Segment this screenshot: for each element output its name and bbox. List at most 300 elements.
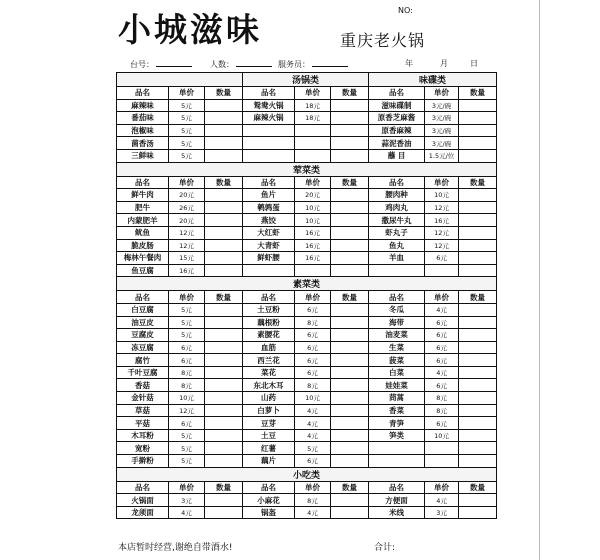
quantity-cell[interactable] [331,303,369,316]
col-header-qty: 数量 [205,481,243,494]
quantity-cell[interactable] [331,239,369,252]
col-header-name: 品名 [243,176,295,189]
dish-price: 5元 [169,137,205,150]
col-header-name: 品名 [243,87,295,100]
quantity-cell[interactable] [459,404,497,417]
people-field[interactable] [210,58,272,70]
dish-price: 5元 [169,112,205,125]
quantity-cell[interactable] [459,341,497,354]
col-header-price: 单价 [295,176,331,189]
menu-row [117,455,497,468]
people-label: 人数： [210,60,234,69]
dish-price: 10元 [295,392,331,405]
dish-price: 5元 [169,442,205,455]
dish-name: 豆腐皮 [117,329,169,342]
dish-name: 鱼片 [243,189,295,202]
quantity-cell[interactable] [331,442,369,455]
dish-name: 羊血 [369,252,425,265]
quantity-cell[interactable] [459,316,497,329]
dish-price: 6元 [425,329,459,342]
column-header-row [117,87,497,100]
dish-name: 小麻花 [243,494,295,507]
dish-name [243,137,295,150]
quantity-cell[interactable] [331,201,369,214]
menu-row [117,99,497,112]
menu-row [117,137,497,150]
dish-name: 鲜牛肉 [117,189,169,202]
quantity-cell[interactable] [459,264,497,277]
quantity-cell[interactable] [205,354,243,367]
dish-name: 麻辣味 [117,99,169,112]
col-header-price: 单价 [169,87,205,100]
quantity-cell[interactable] [205,404,243,417]
quantity-cell[interactable] [331,429,369,442]
quantity-cell[interactable] [205,99,243,112]
dish-name: 鹌鹑蛋 [243,201,295,214]
column-header-row [117,481,497,494]
quantity-cell[interactable] [205,252,243,265]
col-header-qty: 数量 [331,291,369,304]
waiter-field[interactable] [278,58,348,70]
col-header-qty: 数量 [331,481,369,494]
dish-name: 西兰花 [243,354,295,367]
dish-name: 宽粉 [117,442,169,455]
dish-price: 16元 [169,264,205,277]
quantity-cell[interactable] [459,303,497,316]
col-header-name: 品名 [117,87,169,100]
col-header-qty: 数量 [205,87,243,100]
dish-name: 番茄味 [117,112,169,125]
col-header-qty: 数量 [331,87,369,100]
dish-price: 16元 [295,226,331,239]
quantity-cell[interactable] [331,214,369,227]
col-header-price: 单价 [295,87,331,100]
menu-row [117,442,497,455]
dish-name: 龙须面 [117,506,169,519]
dish-price: 5元 [295,442,331,455]
dish-name: 土豆粉 [243,303,295,316]
table-number-blank[interactable] [156,58,192,67]
dish-price [295,149,331,162]
col-header-price: 单价 [169,291,205,304]
dish-price: 6元 [169,417,205,430]
section-header-row [117,277,497,291]
section-header-row [117,162,497,176]
quantity-cell[interactable] [459,112,497,125]
quantity-cell[interactable] [459,149,497,162]
menu-row [117,149,497,162]
dish-price: 10元 [425,189,459,202]
col-header-name: 品名 [369,291,425,304]
dish-price: 6元 [425,379,459,392]
col-header-name: 品名 [369,87,425,100]
dish-price: 16元 [425,214,459,227]
dish-price: 6元 [425,341,459,354]
menu-row [117,366,497,379]
dish-price: 6元 [425,354,459,367]
dish-price: 12元 [425,239,459,252]
dish-price: 8元 [169,379,205,392]
dish-name: 梅林午餐肉 [117,252,169,265]
dish-price: 15元 [169,252,205,265]
col-header-price: 单价 [169,176,205,189]
date-year: 年 [405,59,413,68]
quantity-cell[interactable] [205,329,243,342]
dish-price [295,124,331,137]
quantity-cell[interactable] [331,264,369,277]
dish-name: 菜花 [243,366,295,379]
menu-row [117,429,497,442]
dish-price: 4元 [295,429,331,442]
dish-name: 鲜虾腰 [243,252,295,265]
dish-name: 香菇 [117,379,169,392]
dish-price: 3元/碗 [425,124,459,137]
quantity-cell[interactable] [205,379,243,392]
dish-price: 10元 [295,201,331,214]
quantity-cell[interactable] [331,392,369,405]
quantity-cell[interactable] [459,99,497,112]
menu-row [117,189,497,202]
dish-price: 4元 [425,303,459,316]
dish-price: 12元 [169,404,205,417]
quantity-cell[interactable] [331,226,369,239]
dish-price: 8元 [295,494,331,507]
col-header-qty: 数量 [459,291,497,304]
col-header-qty: 数量 [459,87,497,100]
dish-name: 脆皮肠 [117,239,169,252]
quantity-cell[interactable] [205,417,243,430]
quantity-cell[interactable] [459,429,497,442]
quantity-cell[interactable] [459,455,497,468]
quantity-cell[interactable] [459,417,497,430]
dish-name: 鱼豆腐 [117,264,169,277]
quantity-cell[interactable] [205,226,243,239]
dish-name: 三鲜味 [117,149,169,162]
quantity-cell[interactable] [205,392,243,405]
waiter-blank[interactable] [312,58,348,67]
dish-name: 方便面 [369,494,425,507]
section-title: 味碟类 [369,73,497,87]
dish-name: 原香麻辣 [369,124,425,137]
dish-price: 6元 [295,366,331,379]
footer-note: 本店暂时经营,谢绝自带酒水! [118,543,233,553]
dish-name: 鱿鱼 [117,226,169,239]
dish-name: 冻豆腐 [117,341,169,354]
quantity-cell[interactable] [331,354,369,367]
dish-name: 海带 [369,316,425,329]
menu-row [117,354,497,367]
quantity-cell[interactable] [331,137,369,150]
restaurant-title: 小城滋味 [118,10,262,49]
dish-name [243,264,295,277]
dish-name: 内蒙肥羊 [117,214,169,227]
quantity-cell[interactable] [459,137,497,150]
dish-price: 6元 [425,316,459,329]
quantity-cell[interactable] [205,239,243,252]
quantity-cell[interactable] [205,442,243,455]
dish-price [425,264,459,277]
dish-name: 泡椒味 [117,124,169,137]
col-header-price: 单价 [425,176,459,189]
quantity-cell[interactable] [459,442,497,455]
dish-name: 麻辣火锅 [243,112,295,125]
menu-table [116,72,497,519]
column-header-row [117,176,497,189]
dish-price: 12元 [169,226,205,239]
dish-price: 6元 [425,417,459,430]
quantity-cell[interactable] [459,252,497,265]
dish-price: 12元 [425,201,459,214]
quantity-cell[interactable] [459,354,497,367]
quantity-cell[interactable] [331,404,369,417]
dish-price [295,264,331,277]
menu-row [117,417,497,430]
col-header-name: 品名 [117,291,169,304]
col-header-name: 品名 [117,176,169,189]
dish-name: 娃娃菜 [369,379,425,392]
quantity-cell[interactable] [459,201,497,214]
dish-price: 5元 [169,149,205,162]
dish-name: 火锅面 [117,494,169,507]
dish-price: 20元 [169,214,205,227]
dish-name: 菠菜 [369,354,425,367]
dish-price: 10元 [425,429,459,442]
section-header-row [117,73,497,87]
dish-name: 腐竹 [117,354,169,367]
dish-price: 6元 [295,329,331,342]
dish-name: 虾丸子 [369,226,425,239]
col-header-name: 品名 [369,481,425,494]
col-header-qty: 数量 [205,291,243,304]
menu-row [117,392,497,405]
quantity-cell[interactable] [205,429,243,442]
dish-name: 锅盔 [243,506,295,519]
col-header-qty: 数量 [205,176,243,189]
dish-price: 5元 [169,303,205,316]
menu-row [117,239,497,252]
dish-price: 20元 [169,189,205,202]
dish-name: 菌香汤 [117,137,169,150]
menu-row [117,252,497,265]
menu-row [117,226,497,239]
menu-row [117,506,497,519]
quantity-cell[interactable] [205,149,243,162]
quantity-cell[interactable] [205,316,243,329]
dish-name: 原香芝麻酱 [369,112,425,125]
dish-price: 16元 [295,239,331,252]
footer-total: 合计: [374,543,396,553]
quantity-cell[interactable] [459,329,497,342]
dish-price: 6元 [295,354,331,367]
dish-price: 4元 [425,494,459,507]
col-header-qty: 数量 [459,176,497,189]
quantity-cell[interactable] [459,506,497,519]
dish-price: 3元/碗 [425,112,459,125]
menu-row [117,329,497,342]
quantity-cell[interactable] [205,506,243,519]
dish-price: 3元 [425,506,459,519]
dish-price: 5元 [169,124,205,137]
quantity-cell[interactable] [459,494,497,507]
menu-row [117,379,497,392]
dish-price: 5元 [169,329,205,342]
dish-price: 6元 [295,341,331,354]
quantity-cell[interactable] [331,252,369,265]
dish-price [295,137,331,150]
restaurant-subtitle: 重庆老火锅 [340,31,426,50]
dish-price: 8元 [295,316,331,329]
quantity-cell[interactable] [459,379,497,392]
quantity-cell[interactable] [205,112,243,125]
quantity-cell[interactable] [205,303,243,316]
menu-row [117,264,497,277]
dish-name: 山药 [243,392,295,405]
dish-price: 12元 [425,226,459,239]
quantity-cell[interactable] [205,201,243,214]
dish-name [243,124,295,137]
quantity-cell[interactable] [331,417,369,430]
dish-price: 16元 [295,252,331,265]
dish-price [425,455,459,468]
dish-name: 撒尿牛丸 [369,214,425,227]
dish-name: 鱼丸 [369,239,425,252]
table-number-field[interactable] [130,58,192,70]
quantity-cell[interactable] [331,494,369,507]
dish-price: 6元 [295,303,331,316]
section-title: 荤菜类 [117,162,497,176]
quantity-cell[interactable] [331,329,369,342]
section-title: 素菜类 [117,277,497,291]
quantity-cell[interactable] [459,226,497,239]
quantity-cell[interactable] [205,341,243,354]
dish-name: 千叶豆腐 [117,366,169,379]
dish-price: 8元 [425,404,459,417]
menu-row [117,316,497,329]
dish-price: 6元 [169,354,205,367]
quantity-cell[interactable] [205,494,243,507]
dish-price: 4元 [169,506,205,519]
quantity-cell[interactable] [205,189,243,202]
order-number-label: NO: [398,6,413,15]
quantity-cell[interactable] [205,214,243,227]
dish-name: 手擀粉 [117,455,169,468]
dish-name: 豆芽 [243,417,295,430]
dish-name: 鸡肉丸 [369,201,425,214]
quantity-cell[interactable] [459,189,497,202]
quantity-cell[interactable] [331,455,369,468]
quantity-cell[interactable] [331,316,369,329]
quantity-cell[interactable] [459,366,497,379]
dish-price: 8元 [425,392,459,405]
quantity-cell[interactable] [331,379,369,392]
menu-row [117,112,497,125]
quantity-cell[interactable] [331,506,369,519]
quantity-cell[interactable] [331,189,369,202]
dish-name: 草菇 [117,404,169,417]
section-header-row [117,467,497,481]
dish-name: 白菜 [369,366,425,379]
col-header-name: 品名 [369,176,425,189]
col-header-price: 单价 [295,481,331,494]
dish-name: 燕饺 [243,214,295,227]
col-header-price: 单价 [169,481,205,494]
quantity-cell[interactable] [459,392,497,405]
dish-price: 4元 [295,417,331,430]
dish-name: 蒜泥香油 [369,137,425,150]
waiter-label: 服务员： [278,60,310,69]
quantity-cell[interactable] [331,341,369,354]
quantity-cell[interactable] [331,366,369,379]
quantity-cell[interactable] [331,149,369,162]
quantity-cell[interactable] [331,99,369,112]
col-header-price: 单价 [425,87,459,100]
dish-price: 5元 [169,316,205,329]
quantity-cell[interactable] [205,124,243,137]
menu-row [117,124,497,137]
dish-price: 5元 [169,455,205,468]
dish-price: 6元 [169,341,205,354]
dish-price: 1.5元/位 [425,149,459,162]
dish-name: 素腰花 [243,329,295,342]
dish-name: 生菜 [369,341,425,354]
quantity-cell[interactable] [459,239,497,252]
dish-name: 冬瓜 [369,303,425,316]
dish-name: 油豆皮 [117,316,169,329]
people-blank[interactable] [236,58,272,67]
dish-name: 藕片 [243,455,295,468]
dish-price: 10元 [295,214,331,227]
dish-price: 3元/碗 [425,99,459,112]
dish-name: 腰肉种 [369,189,425,202]
menu-row [117,494,497,507]
dish-name: 白萝卜 [243,404,295,417]
dish-name: 东北木耳 [243,379,295,392]
dish-name: 肥牛 [117,201,169,214]
quantity-cell[interactable] [331,124,369,137]
dish-price: 5元 [169,429,205,442]
section-title: 小吃类 [117,467,497,481]
col-header-name: 品名 [243,481,295,494]
col-header-price: 单价 [425,481,459,494]
col-header-qty: 数量 [459,481,497,494]
quantity-cell[interactable] [205,137,243,150]
quantity-cell[interactable] [205,366,243,379]
menu-row [117,341,497,354]
quantity-cell[interactable] [205,264,243,277]
menu-row [117,201,497,214]
col-header-name: 品名 [243,291,295,304]
dish-price: 10元 [169,392,205,405]
dish-price: 26元 [169,201,205,214]
dish-name [369,455,425,468]
quantity-cell[interactable] [459,124,497,137]
col-header-price: 单价 [425,291,459,304]
quantity-cell[interactable] [205,455,243,468]
dish-price: 4元 [295,404,331,417]
table-number-label: 台号： [130,60,154,69]
dish-name: 土豆 [243,429,295,442]
quantity-cell[interactable] [459,214,497,227]
menu-row [117,214,497,227]
col-header-name: 品名 [117,481,169,494]
dish-name: 香菜 [369,404,425,417]
dish-price: 18元 [295,99,331,112]
section-title: 汤锅类 [243,73,369,87]
date-month: 月 [440,59,448,68]
dish-name: 木耳粉 [117,429,169,442]
dish-name: 滋味碟制 [369,99,425,112]
quantity-cell[interactable] [331,112,369,125]
